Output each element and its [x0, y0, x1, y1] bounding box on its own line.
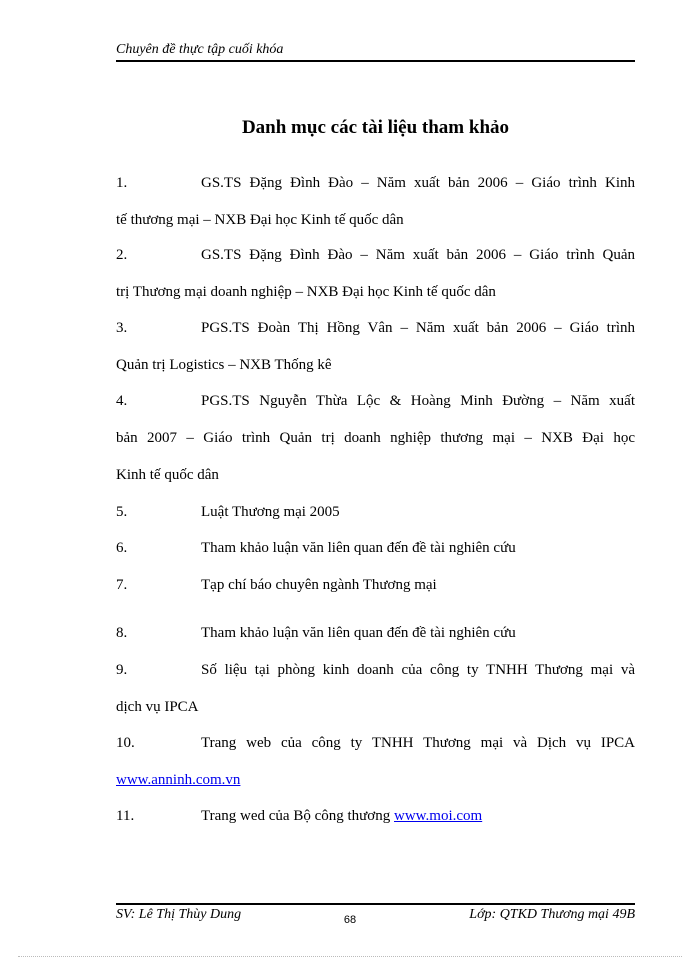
reference-line: 6. Tham khảo luận văn liên quan đến đề tài nghiên cứu: [116, 530, 635, 567]
footer-class: Lớp: QTKD Thương mại 49B: [469, 907, 635, 922]
reference-line: bản 2007 – Giáo trình Quản trị doanh nghiệp thương mại – NXB Đại học: [116, 430, 635, 446]
reference-number: 10.: [116, 735, 135, 751]
reference-line: tế thương mại – NXB Đại học Kinh tế quốc dân: [116, 212, 404, 228]
reference-item: [116, 494, 635, 531]
header-text: Chuyên đề thực tập cuối khóa: [116, 42, 284, 57]
reference-number: 5.: [116, 504, 128, 520]
page-number: 68: [343, 914, 357, 926]
reference-line: Kinh tế quốc dân: [116, 467, 219, 483]
reference-number: 3.: [116, 320, 128, 336]
page-bottom-divider: [18, 956, 682, 957]
reference-number: 2.: [116, 247, 128, 263]
reference-item: [116, 652, 635, 726]
page-title: Danh mục các tài liệu tham khảo: [241, 117, 510, 138]
footer-student: SV: Lê Thị Thùy Dung: [116, 907, 242, 922]
reference-line: 4. PGS.TS Nguyễn Thừa Lộc & Hoàng Minh Đường – Năm xuất: [116, 383, 635, 420]
reference-line: Quản trị Logistics – NXB Thống kê: [116, 357, 332, 373]
reference-item: [116, 310, 635, 384]
reference-line: dịch vụ IPCA: [116, 699, 199, 715]
reference-line: 2. GS.TS Đặng Đình Đào – Năm xuất bản 2006 – Giáo trình Quản: [116, 237, 635, 274]
reference-item: [116, 615, 635, 652]
reference-link[interactable]: www.moi.com: [394, 808, 483, 824]
reference-line: 10. Trang web của công ty TNHH Thương mại và Dịch vụ IPCA: [116, 725, 635, 762]
reference-number: 1.: [116, 175, 128, 191]
reference-number: 8.: [116, 625, 128, 641]
reference-number: 11.: [116, 808, 135, 824]
reference-link[interactable]: www.anninh.com.vn: [116, 772, 241, 788]
reference-line: [116, 762, 635, 799]
reference-item: [116, 383, 635, 494]
reference-number: 7.: [116, 577, 128, 593]
reference-item: [116, 530, 635, 567]
reference-line: 1. GS.TS Đặng Đình Đào – Năm xuất bản 2006 – Giáo trình Kinh: [116, 165, 635, 202]
reference-item: [116, 798, 635, 835]
page-header: [116, 40, 635, 62]
reference-item: [116, 725, 635, 799]
reference-item: [116, 165, 635, 239]
reference-item: [116, 567, 635, 604]
reference-line: 8. Tham khảo luận văn liên quan đến đề tài nghiên cứu: [116, 615, 635, 652]
reference-number: 6.: [116, 540, 128, 556]
reference-number: 4.: [116, 393, 128, 409]
reference-line: 5. Luật Thương mại 2005: [116, 494, 635, 531]
reference-line: 9. Số liệu tại phòng kinh doanh của công ty TNHH Thương mại và: [116, 652, 635, 689]
reference-line: 3. PGS.TS Đoàn Thị Hồng Vân – Năm xuất bản 2006 – Giáo trình: [116, 310, 635, 347]
reference-number: 9.: [116, 662, 128, 678]
reference-line: 11. Trang wed của Bộ công thương www.moi.com: [116, 798, 635, 835]
reference-line: trị Thương mại doanh nghiệp – NXB Đại học Kinh tế quốc dân: [116, 284, 496, 300]
reference-item: [116, 237, 635, 311]
reference-line: 7. Tạp chí báo chuyên ngành Thương mại: [116, 567, 635, 604]
